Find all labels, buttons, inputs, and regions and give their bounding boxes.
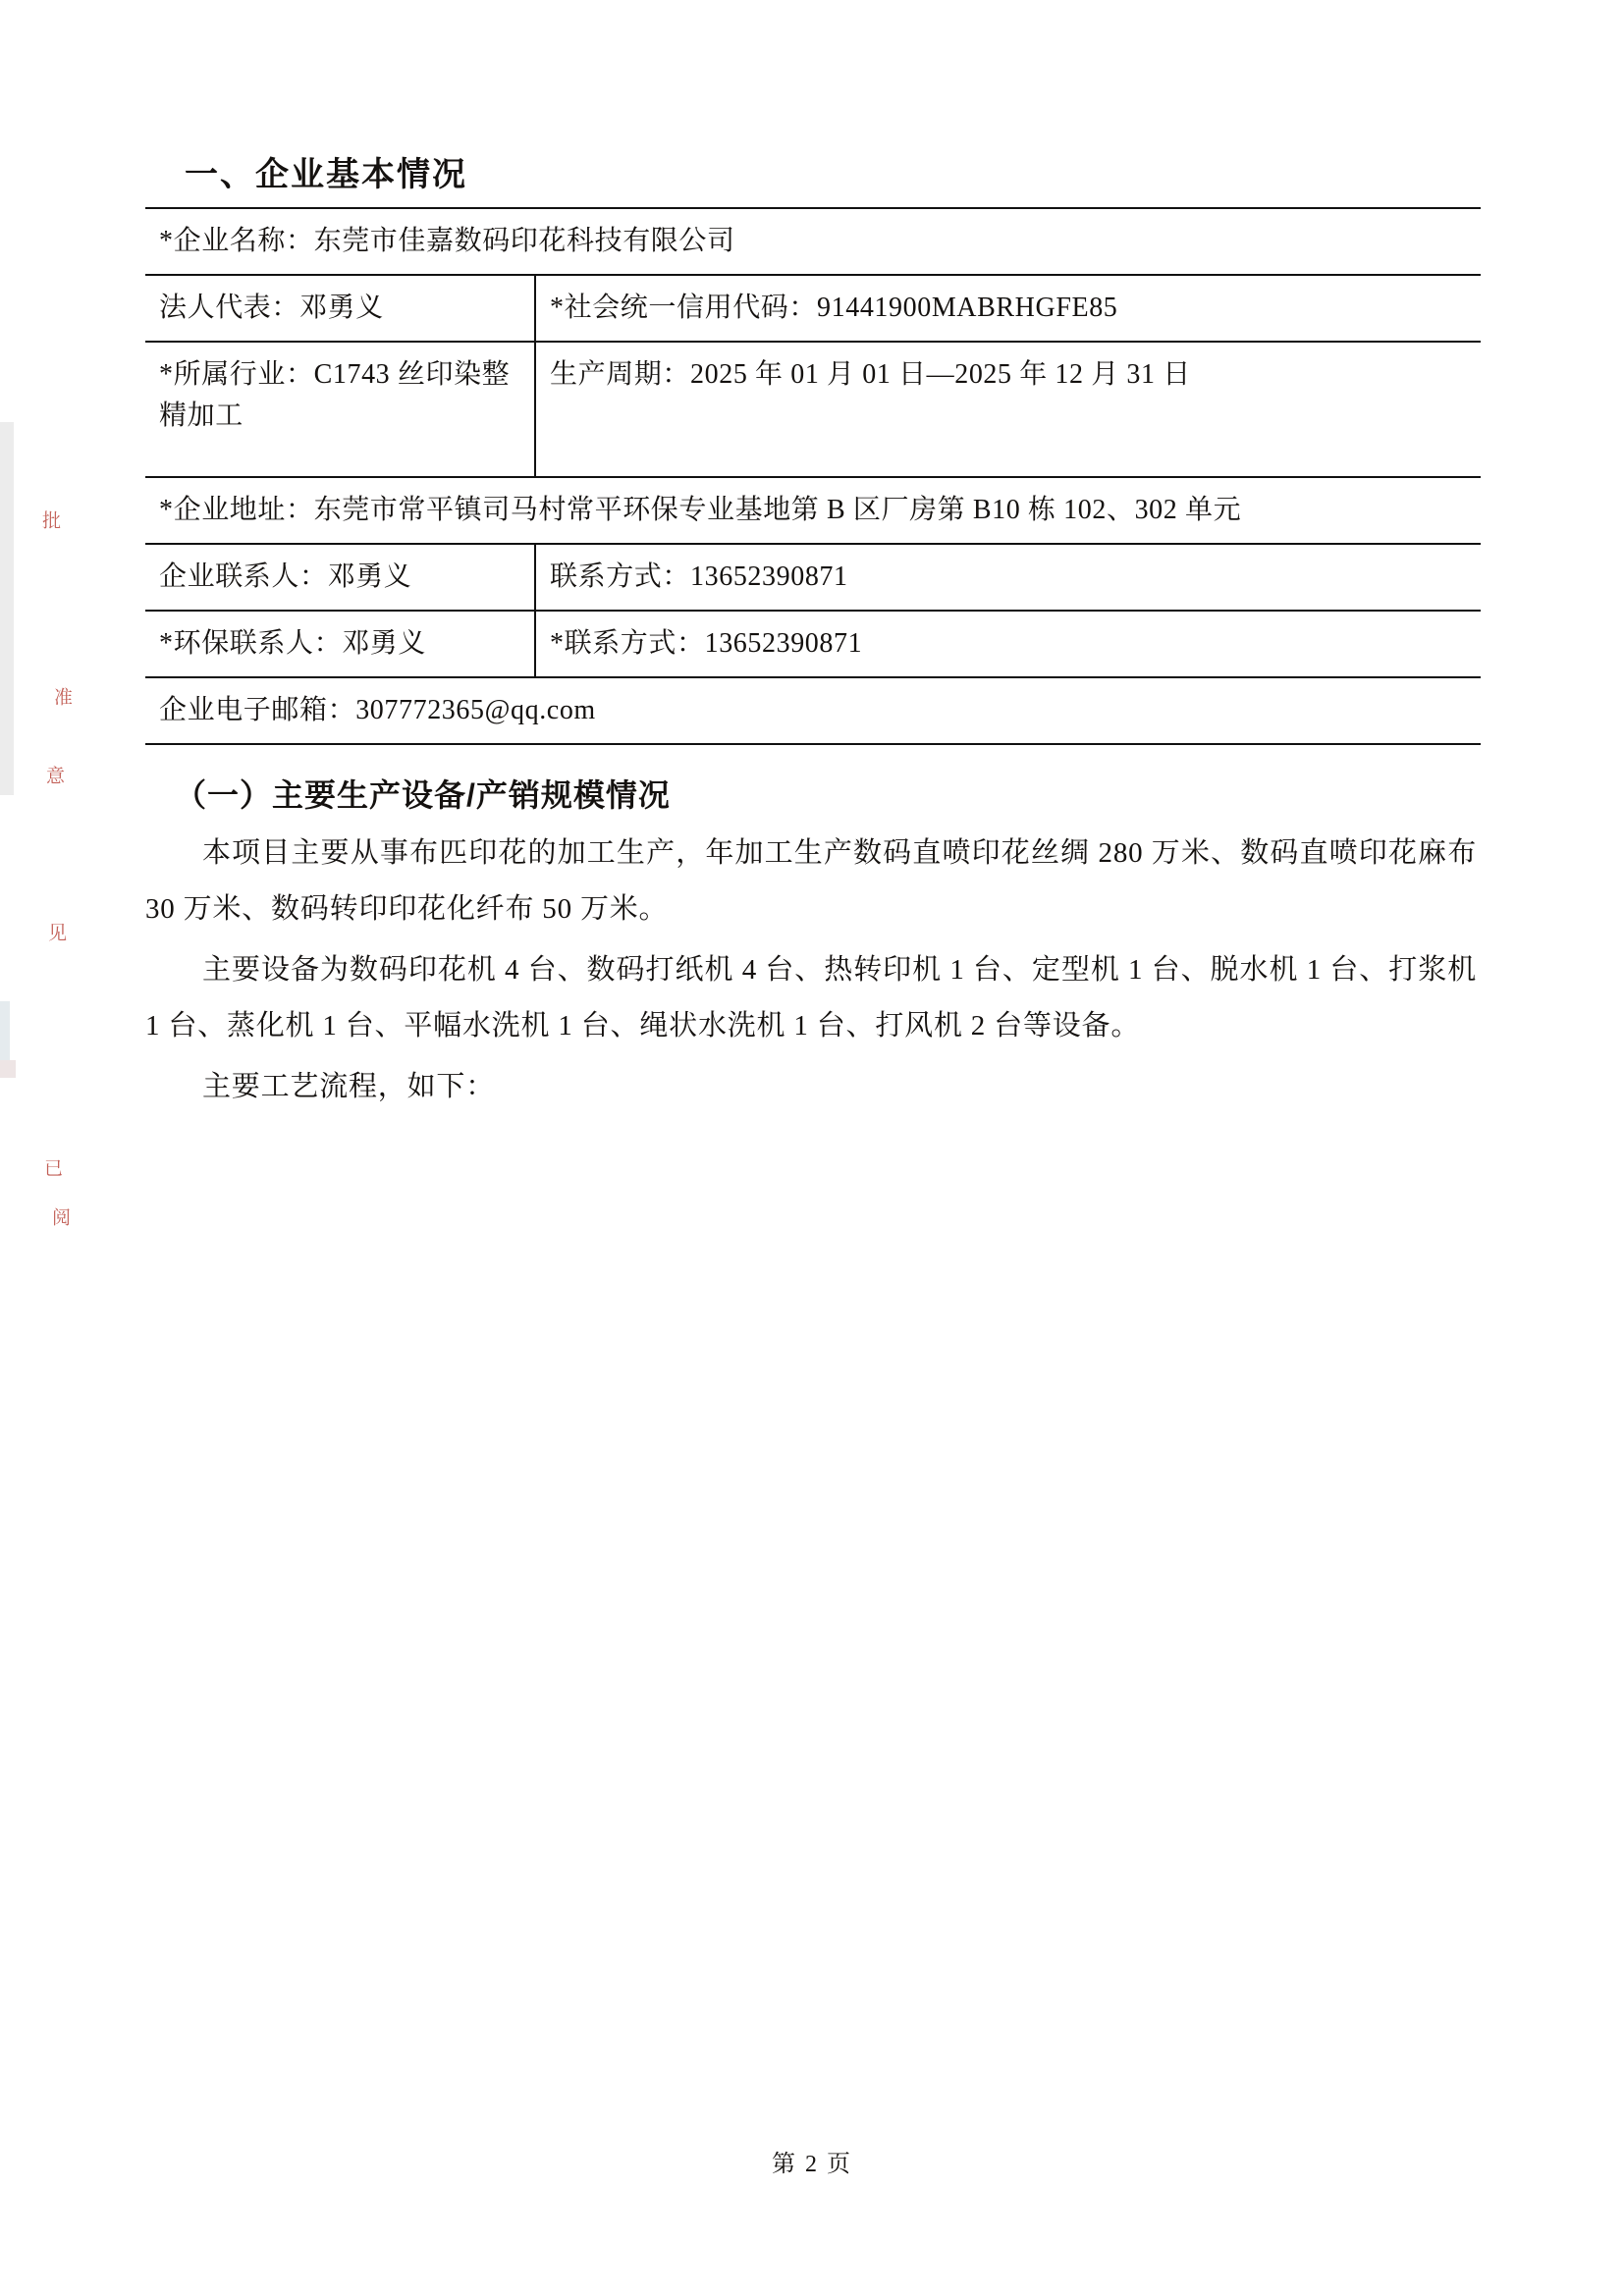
contact-phone-value: 13652390871 bbox=[690, 561, 848, 592]
env-contact-person-label: *环保联系人： bbox=[159, 628, 343, 659]
production-period-label: 生产周期： bbox=[550, 359, 691, 390]
contact-phone-label: 联系方式： bbox=[550, 561, 691, 592]
table-row bbox=[145, 611, 1481, 677]
contact-phone-cell bbox=[535, 544, 1481, 611]
enterprise-email-label: 企业电子邮箱： bbox=[159, 695, 356, 725]
enterprise-email-value: 307772365@qq.com bbox=[355, 695, 596, 725]
env-contact-person-value: 邓勇义 bbox=[342, 628, 427, 659]
document-content bbox=[145, 0, 1481, 1121]
table-row bbox=[145, 208, 1481, 275]
legal-representative-cell bbox=[145, 275, 535, 342]
paragraph-process-flow: 主要工艺流程，如下： bbox=[202, 1071, 496, 1103]
enterprise-email-cell bbox=[145, 677, 1481, 744]
page-title: 一、企业基本情况 bbox=[185, 156, 467, 193]
industry-value: C1743 丝印染整精加工 bbox=[159, 359, 511, 431]
production-period-cell bbox=[535, 342, 1481, 477]
enterprise-address-cell bbox=[145, 477, 1481, 544]
scan-edge-artifact bbox=[0, 422, 14, 795]
paragraph-production-scale: 本项目主要从事布匹印花的加工生产，年加工生产数码直喷印花丝绸 280 万米、数码直喷印花麻布 30 万米、数码转印印花化纤布 50 万米。 bbox=[145, 837, 1477, 925]
enterprise-address-value: 东莞市常平镇司马村常平环保专业基地第 B 区厂房第 B10 栋 102、302 单元 bbox=[313, 495, 1242, 525]
legal-representative-value: 邓勇义 bbox=[299, 293, 384, 323]
contact-person-label: 企业联系人： bbox=[159, 561, 328, 592]
enterprise-address-label: *企业地址： bbox=[159, 495, 314, 525]
table-row bbox=[145, 342, 1481, 477]
credit-code-value: 91441900MABRHGFE85 bbox=[817, 293, 1118, 323]
table-row bbox=[145, 477, 1481, 544]
subsection-title: （一）主要生产设备/产销规模情况 bbox=[175, 777, 671, 813]
contact-person-cell bbox=[145, 544, 535, 611]
margin-annotation: 见 bbox=[44, 923, 66, 942]
legal-representative-label: 法人代表： bbox=[159, 293, 300, 323]
production-period-value: 2025 年 01 月 01 日—2025 年 12 月 31 日 bbox=[690, 359, 1191, 390]
industry-cell bbox=[145, 342, 535, 477]
credit-code-label: *社会统一信用代码： bbox=[550, 293, 818, 323]
table-row bbox=[145, 677, 1481, 744]
industry-label: *所属行业： bbox=[159, 359, 314, 390]
env-contact-phone-label: *联系方式： bbox=[550, 628, 705, 659]
enterprise-name-value: 东莞市佳嘉数码印花科技有限公司 bbox=[313, 226, 735, 256]
margin-annotation: 准 bbox=[50, 687, 72, 707]
env-contact-phone-cell bbox=[535, 611, 1481, 677]
enterprise-info-table bbox=[145, 207, 1481, 745]
enterprise-name-label: *企业名称： bbox=[159, 226, 314, 256]
page-footer: 第 2 页 bbox=[772, 2152, 852, 2177]
paragraph-main-equipment: 主要设备为数码印花机 4 台、数码打纸机 4 台、热转印机 1 台、定型机 1 台、脱水机 1 台、打浆机 1 台、蒸化机 1 台、平幅水洗机 1 台、绳状水洗机 1 台、打风机 2 台等设备。 bbox=[145, 954, 1477, 1041]
credit-code-cell bbox=[535, 275, 1481, 342]
scan-edge-artifact bbox=[0, 1060, 16, 1078]
section-title-wrap bbox=[145, 0, 1481, 207]
margin-annotation: 意 bbox=[42, 766, 64, 785]
margin-annotation: 已 bbox=[40, 1158, 62, 1178]
env-contact-phone-value: 13652390871 bbox=[704, 628, 863, 659]
contact-person-value: 邓勇义 bbox=[327, 561, 412, 592]
scan-edge-artifact bbox=[0, 1001, 10, 1060]
margin-annotation: 批 bbox=[38, 510, 60, 530]
table-row bbox=[145, 544, 1481, 611]
margin-annotation: 阅 bbox=[48, 1207, 70, 1227]
enterprise-name-cell bbox=[145, 208, 1481, 275]
env-contact-person-cell bbox=[145, 611, 535, 677]
table-row bbox=[145, 275, 1481, 342]
